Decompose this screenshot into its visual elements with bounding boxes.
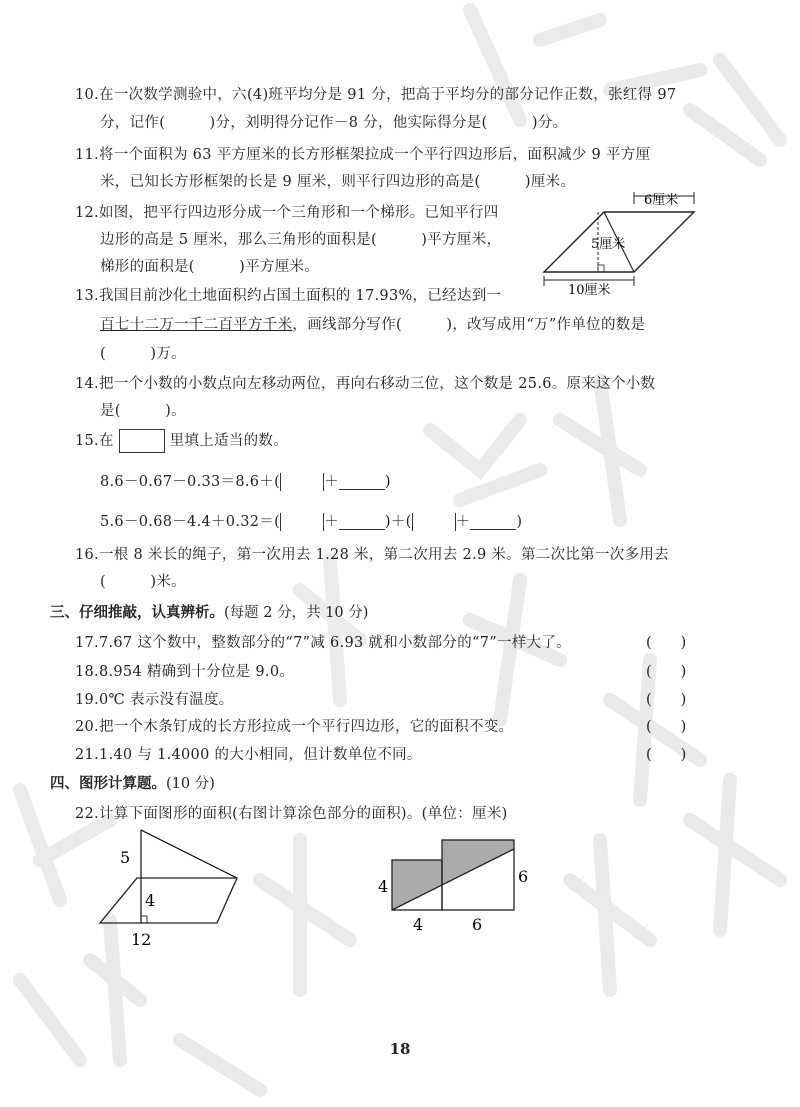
q13-line1: 13.我国目前沙化土地面积约占国土面积的 17.93%，已经达到一	[75, 288, 502, 304]
section3-heading	[50, 601, 368, 622]
section4-points: (10 分)	[166, 776, 215, 792]
q15-eq2-plus2: ＋	[455, 514, 471, 530]
q22-fig2-label-left4: 4	[378, 877, 389, 896]
q12-line1: 12.如图，把平行四边形分成一个三角形和一个梯形。已知平行四	[75, 205, 499, 221]
q13-line3: ( )万。	[100, 346, 186, 362]
q15-eq2-blank2[interactable]	[470, 515, 516, 530]
q11-line1: 11.将一个面积为 63 平方厘米的长方形框架拉成一个平行四边形后，面积减少 9 平方厘	[75, 147, 651, 163]
q22-fig2-label-bottom4: 4	[413, 915, 424, 934]
q16-line2: ( )米。	[100, 574, 186, 590]
q17-text: 17.7.67 这个数中，整数部分的“7”减 6.93 就和小数部分的“7”一样大了。	[75, 635, 571, 651]
q13-line2-rest: ，画线部分写作( )，改写成用“万”作单位的数是	[292, 317, 646, 333]
q19-answer-paren[interactable]: ( )	[646, 692, 687, 708]
q14-line2: 是( )。	[100, 403, 186, 419]
q22-fig1-label-4: 4	[145, 891, 156, 910]
q22-text: 22.计算下面图形的面积(右图计算涂色部分的面积)。(单位：厘米)	[75, 806, 508, 822]
q15-suffix: 里填上适当的数。	[169, 433, 289, 449]
q21-text: 21.1.40 与 1.4000 的大小相同，但计数单位不同。	[75, 747, 422, 763]
q16-line1: 16.一根 8 米长的绳子，第一次用去 1.28 米，第二次用去 2.9 米。第二次比第一次多用去	[75, 547, 669, 563]
q12-label-bottom: 10厘米	[568, 283, 611, 298]
q21-answer-paren[interactable]: ( )	[646, 747, 687, 763]
q22-fig1-label-12: 12	[131, 930, 152, 949]
q20-text: 20.把一个木条钉成的长方形拉成一个平行四边形，它的面积不变。	[75, 719, 514, 735]
q15-eq1-plus: ＋	[324, 474, 339, 490]
q20-answer-paren[interactable]: ( )	[646, 719, 687, 735]
section3-points: (每题 2 分，共 10 分)	[224, 605, 369, 621]
q12-line3: 梯形的面积是( )平方厘米。	[100, 259, 320, 275]
q22-fig2-label-bottom6: 6	[472, 915, 483, 934]
q22-figure-right	[370, 830, 540, 940]
q22-figure-left	[90, 820, 260, 955]
q17-answer-paren[interactable]: ( )	[646, 635, 687, 651]
q15-line1	[75, 429, 288, 453]
q13-line2	[100, 313, 645, 334]
q15-eq1-left: 8.6－0.67－0.33＝8.6＋(	[100, 474, 281, 490]
section4-title: 四、图形计算题。	[50, 775, 166, 792]
q18-answer-paren[interactable]: ( )	[646, 664, 687, 680]
q10-line1: 10.在一次数学测验中，六(4)班平均分是 91 分，把高于平均分的部分记作正数，张红得 97	[75, 87, 677, 103]
q10-line2: 分，记作( )分，刘明得分记作－8 分，他实际得分是( )分。	[100, 115, 568, 131]
q15-equation-2	[100, 510, 522, 531]
q22-fig1-label-5: 5	[120, 848, 131, 867]
q18-text: 18.8.954 精确到十分位是 9.0。	[75, 664, 295, 680]
q15-sample-box	[119, 429, 165, 453]
q15-eq1-box[interactable]	[280, 473, 324, 491]
q12-parallelogram-figure	[536, 190, 706, 300]
q15-eq2-box1[interactable]	[280, 513, 324, 531]
q15-eq2-box2[interactable]	[412, 513, 456, 531]
q11-line2: 米，已知长方形框架的长是 9 厘米，则平行四边形的高是( )厘米。	[100, 174, 576, 190]
q15-eq1-blank[interactable]	[339, 475, 385, 490]
q12-label-top: 6厘米	[644, 193, 679, 208]
q15-eq1-close: )	[384, 474, 391, 490]
q15-equation-1	[100, 470, 391, 491]
page-number: 18	[389, 1040, 411, 1058]
q15-eq2-left: 5.6－0.68－4.4＋0.32＝(	[100, 514, 281, 530]
q14-line1: 14.把一个小数的小数点向左移动两位，再向右移动三位，这个数是 25.6。原来这个小数	[75, 376, 656, 392]
q13-underlined-number: 百七十二万一千二百平方千米	[100, 317, 293, 333]
section3-title: 三、仔细推敲，认真辨析。	[50, 604, 224, 621]
q12-label-height: 5厘米	[591, 237, 626, 252]
q15-eq2-mid: )＋(	[384, 514, 412, 530]
section4-heading	[50, 772, 215, 793]
q22-fig2-label-right6: 6	[518, 867, 529, 886]
q15-eq2-plus1: ＋	[324, 514, 339, 530]
q15-prefix: 15.在	[75, 433, 114, 449]
q15-eq2-blank1[interactable]	[339, 515, 385, 530]
q12-line2: 边形的高是 5 厘米，那么三角形的面积是( )平方厘米，	[100, 232, 502, 248]
q15-eq2-close: )	[516, 514, 523, 530]
q19-text: 19.0℃ 表示没有温度。	[75, 692, 234, 708]
